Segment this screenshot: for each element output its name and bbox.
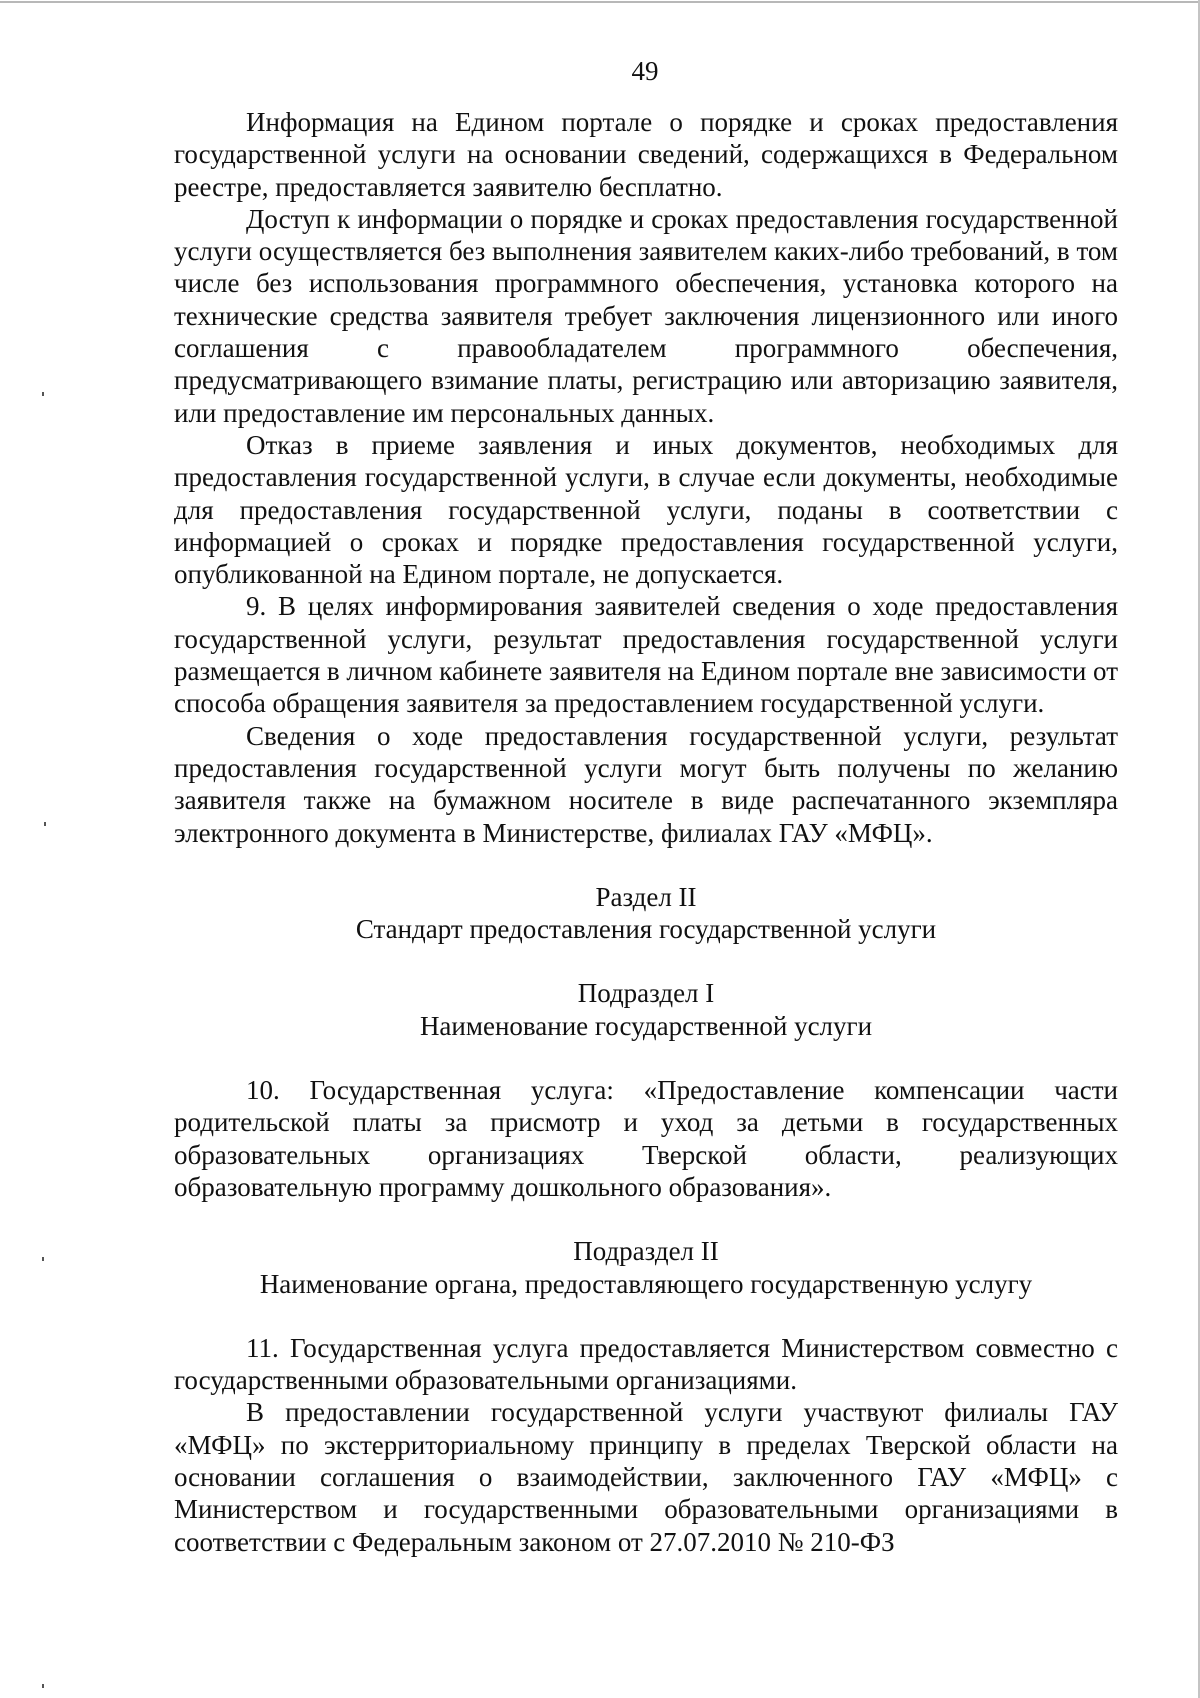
scan-speck <box>42 392 44 396</box>
page-number: 49 <box>631 56 659 86</box>
section-label: Раздел II <box>595 881 697 912</box>
paragraph: Доступ к информации о порядке и сроках предоставления государственной услуги осуществляется без выполнения заявителем каких-либо требований, в том числе без использования программного обеспечения, установка которого на технические средства заявителя требует заключения лицензионного или иного соглашения с правообладателем программного обеспечения, предусматривающего взимание платы, регистрацию или авторизацию заявителя, или предоставление им персональных данных. <box>174 203 1118 428</box>
section-title: Стандарт предоставления государственной услуги <box>355 914 937 945</box>
paragraph: 11. Государственная услуга предоставляется Министерством совместно с государственными образовательными организациями. <box>174 1332 1118 1396</box>
paragraph: 9. В целях информирования заявителей сведения о ходе предоставления государственной услуги, результат предоставления государственной услуги размещается в личном кабинете заявителя на Едином портале вне зависимости от способа обращения заявителя за предоставлением государственной услуги. <box>174 591 1118 719</box>
subsection-heading <box>174 977 1118 1042</box>
subsection-heading <box>174 1235 1118 1300</box>
subsection-title: Наименование государственной услуги <box>419 1010 873 1041</box>
subsection-label: Подраздел II <box>573 1236 719 1267</box>
scan-speck <box>42 1684 44 1688</box>
paragraph: В предоставлении государственной услуги участвуют филиалы ГАУ «МФЦ» по экстерриториальному принципу в пределах Тверской области на основании соглашения о взаимодействии, заключенного ГАУ «МФЦ» с Министерством и государственными образовательными организациями в соответствии с Федеральным законом от 27.07.2010 № 210-ФЗ <box>174 1397 1118 1557</box>
document-body <box>174 106 1118 1558</box>
paragraph: 10. Государственная услуга: «Предоставление компенсации части родительской платы за присмотр и уход за детьми в государственных образовательных организациях Тверской области, реализующих образовательную программу дошкольного образования». <box>174 1075 1118 1202</box>
paragraph: Отказ в приеме заявления и иных документов, необходимых для предоставления государственной услуги, в случае если документы, необходимые для предоставления государственной услуги, поданы в соответствии с информацией о сроках и порядке предоставления государственной услуги, опубликованной на Едином портале, не допускается. <box>174 429 1118 590</box>
scan-top-edge <box>0 1 1200 3</box>
scan-speck <box>42 1257 44 1261</box>
subsection-title: Наименование органа, предоставляющего государственную услугу <box>259 1268 1033 1299</box>
scan-speck <box>44 822 46 826</box>
paragraph: Сведения о ходе предоставления государственной услуги, результат предоставления государственной услуги могут быть получены по желанию заявителя также на бумажном носителе в виде распечатанного экземпляра электронного документа в Министерстве, филиалах ГАУ «МФЦ». <box>174 720 1118 848</box>
paragraph: Информация на Едином портале о порядке и сроках предоставления государственной услуги на основании сведений, содержащихся в Федеральном реестре, предоставляется заявителю бесплатно. <box>174 107 1118 202</box>
subsection-label: Подраздел I <box>577 978 715 1009</box>
section-heading <box>174 881 1118 946</box>
